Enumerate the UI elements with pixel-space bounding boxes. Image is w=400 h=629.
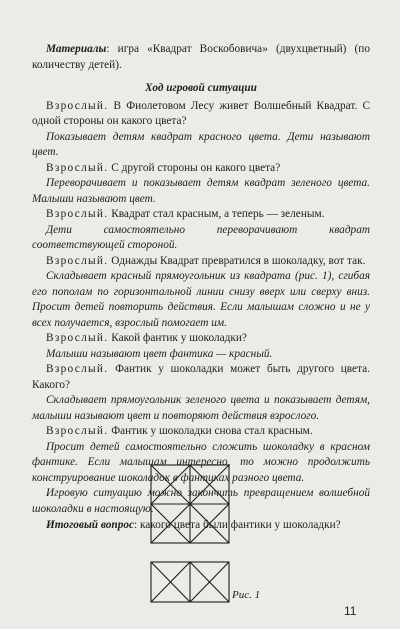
paragraph bbox=[32, 161, 370, 177]
section-title: Ход игровой ситуации bbox=[145, 82, 257, 94]
materials-label: Материалы bbox=[46, 43, 107, 55]
speech-text: С другой стороны он какого цвета? bbox=[108, 161, 281, 174]
speech-text: Фантик у шоколадки может быть другого цвета. Какого? bbox=[32, 363, 370, 391]
paragraph: Игровую ситуацию можно закончить превращением волшебной шоколадки в настоящую. bbox=[32, 487, 370, 515]
speaker-label: Взрослый. bbox=[46, 363, 109, 375]
paragraph bbox=[32, 362, 370, 393]
final-question-label: Итоговый вопрос bbox=[46, 519, 135, 531]
figure-caption: Рис. 1 bbox=[232, 589, 261, 601]
paragraph bbox=[32, 424, 370, 440]
speech-text: В Фиолетовом Лесу живет Волшебный Квадрат. С одной стороны он какого цвета? bbox=[32, 99, 370, 127]
speaker-label: Взрослый. bbox=[46, 99, 109, 112]
paragraph: Просит детей самостоятельно сложить шоколадку в красном фантике. Если малышам интересно, то можно продолжить конструирование шоколадок в фантиках разного цвета. bbox=[32, 440, 370, 484]
materials-text: : игра «Квадрат Воскобовича» (двухцветный) (по количеству детей). bbox=[32, 43, 370, 71]
folded-square-diagram bbox=[151, 465, 229, 543]
paragraph: Дети самостоятельно переворачивают квадрат соответствующей стороной. bbox=[32, 223, 370, 251]
paragraph: Складывает красный прямоугольник из квадрата (рис. 1), сгибая его пополам по горизонтальной линии снизу вверх или сверху вниз. Просит детей повторить действия. Если малышам сложно и не у всех получается, взрослый помогает им. bbox=[32, 270, 370, 329]
page-content bbox=[32, 42, 370, 534]
paragraph: Переворачивает и показывает детям квадрат зеленого цвета. Малыши называют цвет. bbox=[32, 177, 370, 205]
speech-text: Фантик у шоколадки снова стал красным. bbox=[108, 425, 313, 437]
paragraph bbox=[32, 207, 370, 223]
materials-line bbox=[32, 42, 370, 73]
paragraph: Показывает детям квадрат красного цвета. Дети называют цвет. bbox=[32, 130, 370, 158]
paragraph bbox=[32, 331, 370, 347]
speaker-label: Взрослый. bbox=[46, 161, 109, 174]
chocolate-bar-diagram bbox=[151, 562, 229, 602]
speaker-label: Взрослый. bbox=[46, 208, 109, 220]
paragraph: Складывает прямоугольник зеленого цвета и показывает детям, малыши называют цвет и повторяют действия взрослого. bbox=[32, 394, 370, 422]
speech-text: Квадрат стал красным, а теперь — зеленым. bbox=[108, 208, 325, 220]
paragraph bbox=[32, 99, 370, 130]
speaker-label: Взрослый. bbox=[46, 254, 109, 267]
paragraph bbox=[32, 254, 370, 270]
paragraph: Малыши называют цвет фантика — красный. bbox=[46, 347, 273, 360]
speech-text: Однажды Квадрат превратился в шоколадку, вот так. bbox=[108, 254, 366, 267]
speech-text: Какой фантик у шоколадки? bbox=[108, 332, 247, 344]
page-number: 11 bbox=[344, 604, 357, 618]
final-question-text: : какого цвета были фантики у шоколадки? bbox=[134, 519, 341, 531]
speaker-label: Взрослый. bbox=[46, 332, 109, 344]
figure-1 bbox=[150, 464, 230, 604]
speaker-label: Взрослый. bbox=[46, 425, 109, 437]
